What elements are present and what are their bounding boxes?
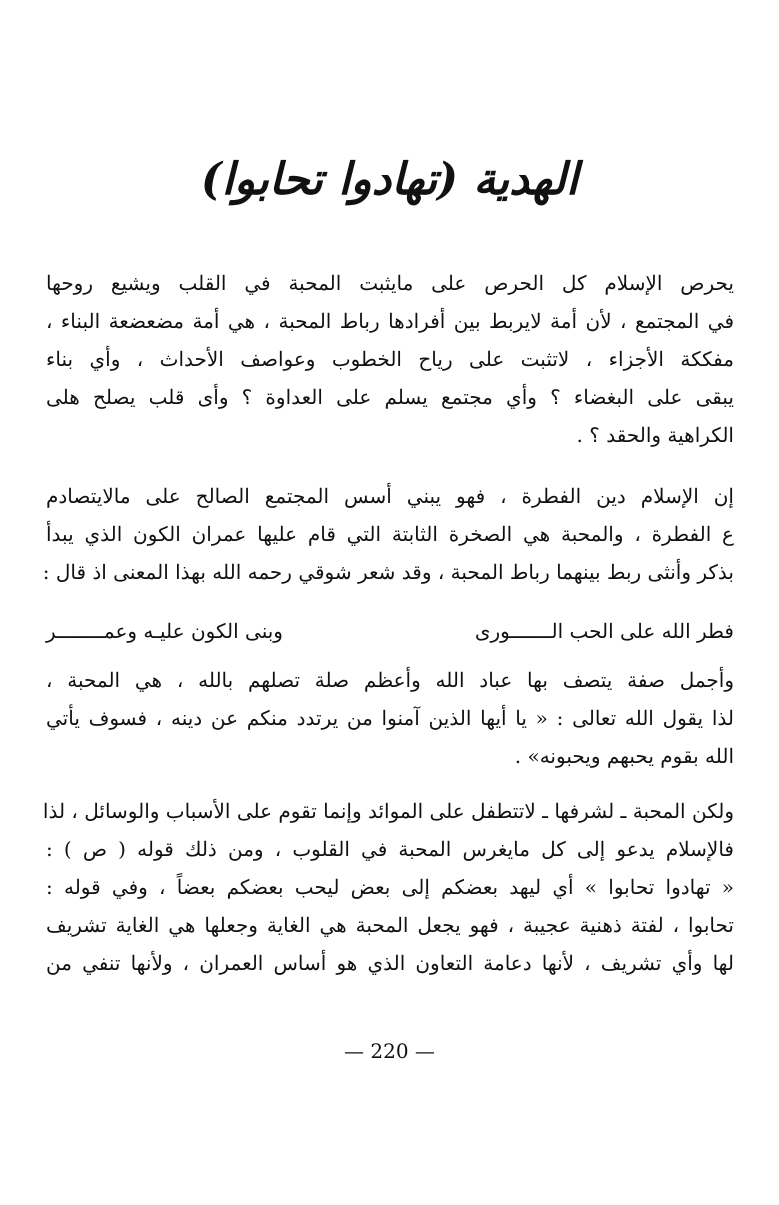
paragraph-line: « تهادوا تحابوا » أي ليهد بعضكم إلى بعض ليحب بعضكم بعضاً ، وفي قوله : [46,875,734,899]
paragraph-line: ع الفطرة ، والمحبة هي الصخرة الثابتة التي قام عليها عمران الكون الذي يبدأ [46,522,734,546]
paragraph-line: وأجمل صفة يتصف بها عباد الله وأعظم صلة تصلهم بالله ، هي المحبة ، [46,668,734,692]
page-number: — 220 — [344,1039,435,1063]
paragraph-line: يبقى على البغضاء ؟ وأي مجتمع يسلم على العداوة ؟ وأى قلب يصلح هلى [46,385,734,409]
paragraph-line: فالإسلام يدعو إلى كل مايغرس المحبة في القلوب ، ومن ذلك قوله ( ص ) : [46,837,734,861]
paragraph-4 [42,792,734,982]
paragraph-line: الله بقوم يحبهم ويحبونه» . [514,744,734,768]
paragraph-line: الكراهية والحقد ؟ . [576,423,734,447]
paragraph-line: ولكن المحبة ـ لشرفها ـ لاتتطفل على الموائد وإنما تقوم على الأسباب والوسائل ، لذا [42,799,734,823]
paragraph-3 [46,661,734,775]
paragraph-line: تحابوا ، لفتة ذهنية عجيبة ، فهو يجعل المحبة هي الغاية وجعلها هي الغاية تشريف [46,913,734,937]
chapter-title: الهدية (تهادوا تحابوا) [200,154,579,205]
paragraph-line: لذا يقول الله تعالى : « يا أيها الذين آمنوا من يرتدد منكم عن دينه ، فسوف يأتي [46,706,734,730]
paragraph-line: في المجتمع ، لأن أمة لايربط بين أفرادها رباط المحبة ، هي أمة مضعضعة البناء ، [46,309,734,333]
paragraph-2 [42,477,734,591]
paragraph-line: مفككة الأجزاء ، لاتثبت على رياح الخطوب وعواصف الأحداث ، وأي بناء [46,347,734,371]
paragraph-1 [46,264,734,454]
paragraph-line: بذكر وأنثى ربط بينهما رباط المحبة ، وقد شعر شوقي رحمه الله بهذا المعنى اذ قال : [42,560,734,584]
paragraph-line: لها وأي تشريف ، لأنها دعامة التعاون الذي هو أساس العمران ، ولأنها تنفي من [46,951,734,975]
paragraph-line: إن الإسلام دين الفطرة ، فهو يبني أسس المجتمع الصالح على مالايتصادم [46,484,734,508]
poetry-verse [46,612,734,650]
verse-second-hemistich: وبنى الكون عليـه وعمــــــــر [46,619,283,643]
verse-first-hemistich: فطر الله على الحب الـــــــورى [474,619,734,643]
paragraph-line: يحرص الإسلام كل الحرص على مايثبت المحبة في القلب ويشيع روحها [46,271,734,295]
